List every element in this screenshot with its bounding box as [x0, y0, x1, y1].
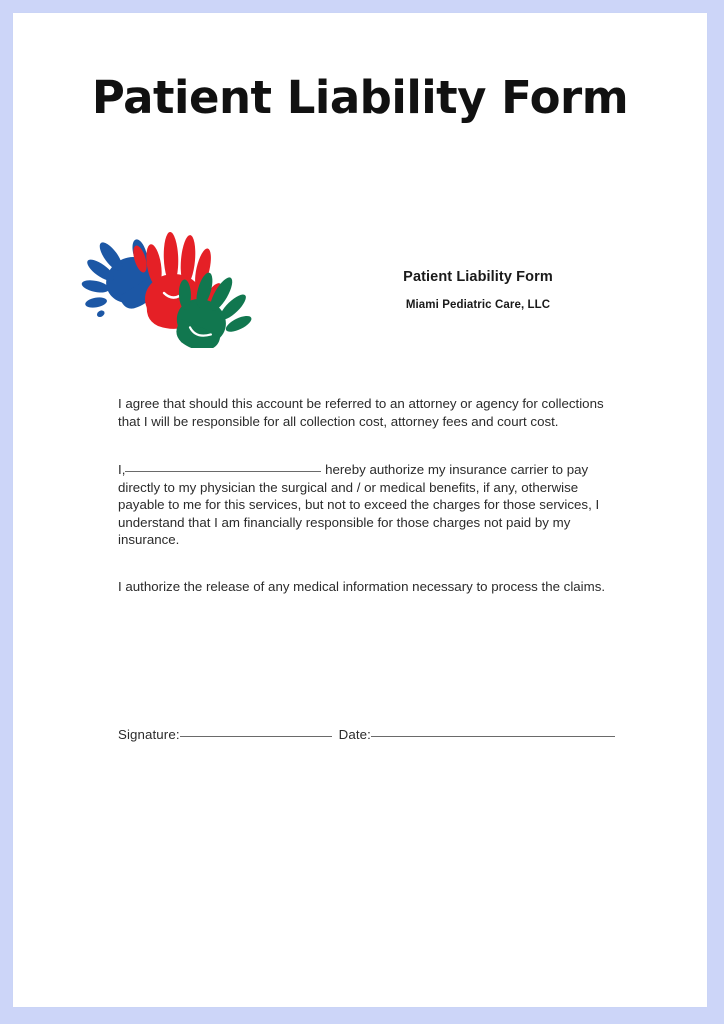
patient-name-blank[interactable] [125, 471, 321, 472]
letterhead [58, 223, 678, 348]
authorization-rest: hereby authorize my insurance carrier to pay directly to my physician the surgical and / or medical benefits, if any, otherwise payable to me for this services, but not to exceed the charges for those services, I understand that I am financially responsible for those charges not paid by my insurance. [118, 462, 600, 547]
date-label: Date: [338, 727, 371, 742]
paragraph-authorization [118, 461, 610, 549]
form-body [118, 395, 610, 595]
paragraph-collections: I agree that should this account be referred to an attorney or agency for collections that I will be responsible for all collection cost, attorney fees and court cost. [118, 396, 604, 429]
signature-label: Signature: [118, 727, 180, 742]
authorization-prefix: I, [118, 462, 126, 477]
signature-row [118, 726, 613, 744]
letterhead-company: Miami Pediatric Care, LLC [405, 299, 551, 311]
letterhead-text [283, 269, 673, 311]
paragraph-records-release: I authorize the release of any medical information necessary to process the claims. [118, 578, 606, 594]
document-page [13, 13, 707, 1007]
three-handprints-logo [58, 223, 283, 348]
page-title: Patient Liability Form [91, 71, 629, 124]
date-blank[interactable] [371, 736, 615, 737]
signature-blank[interactable] [180, 736, 332, 737]
letterhead-heading: Patient Liability Form [403, 269, 553, 285]
